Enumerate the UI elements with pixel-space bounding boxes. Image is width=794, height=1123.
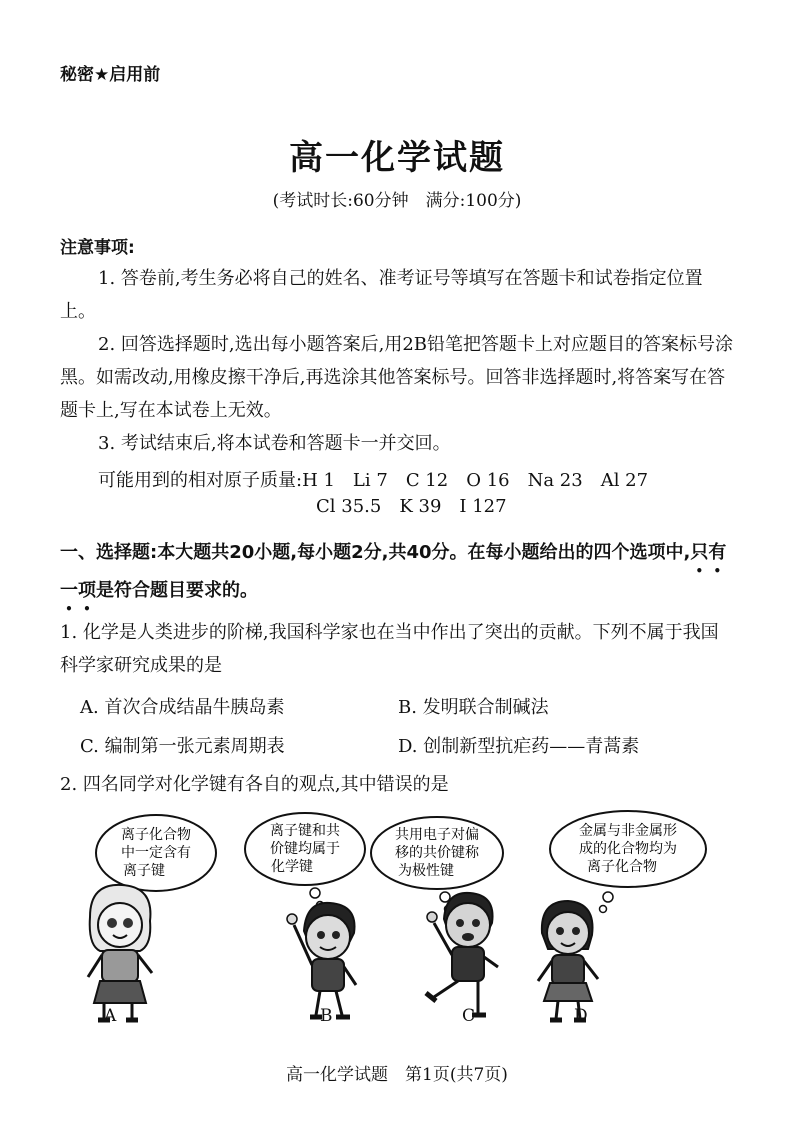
atomic-masses-line-1: 可能用到的相对原子质量:H 1 Li 7 C 12 O 16 Na 23 Al 27: [98, 470, 649, 491]
notice-item-1: 1. 答卷前,考生务必将自己的姓名、准考证号等填写在答题卡和试卷指定位置上。: [60, 268, 703, 322]
bubble-b-line-1: 离子键和共: [270, 823, 340, 839]
bubble-b-line-3: 化学键: [271, 859, 313, 875]
atomic-masses-line-2: Cl 35.5 K 39 I 127: [316, 496, 507, 517]
question-1-option-c: C. 编制第一张元素周期表: [80, 736, 285, 757]
emphasis-char: 有: [708, 542, 727, 563]
question-1-option-a: A. 首次合成结晶牛胰岛素: [80, 697, 285, 718]
figure-label-d: D: [574, 1006, 588, 1026]
section-one-text: 一、选择题:本大题共20小题,每小题2分,共40分。在每小题给出的四个选项中,: [60, 542, 691, 563]
bubble-a-line-2: 中一定含有: [121, 845, 191, 861]
section-one-instructions: [60, 534, 740, 610]
bubble-c-line-3: 为极性键: [398, 863, 454, 879]
figure-label-c: C: [462, 1006, 476, 1026]
notice-item-2: 2. 回答选择题时,选出每小题答案后,用2B铅笔把答题卡上对应题目的答案标号涂黑。如需改动,用橡皮擦干净后,再选涂其他答案标号。回答非选择题时,将答案写在答题卡上,写在本试卷上无效。: [60, 334, 734, 421]
students-illustration: [60, 805, 740, 1040]
figure-label-b: B: [320, 1006, 333, 1026]
notice-item-3: 3. 考试结束后,将本试卷和答题卡一并交回。: [98, 433, 451, 454]
bubble-c-line-2: 移的共价键称: [395, 845, 479, 861]
thought-bubble-d: [550, 811, 706, 913]
bubble-a-line-1: 离子化合物: [121, 827, 191, 843]
confidential-label: 秘密★启用前: [60, 65, 161, 85]
emphasis-char: 一: [60, 580, 78, 601]
student-d-figure: [538, 901, 598, 1020]
notice-heading: 注意事项:: [60, 238, 135, 258]
exam-subtitle: (考试时长:60分钟 满分:100分): [272, 191, 522, 211]
emphasis-char: 只: [690, 542, 709, 563]
question-1-option-d: D. 创制新型抗疟药——青蒿素: [398, 736, 640, 757]
bubble-d-line-1: 金属与非金属形: [579, 823, 677, 839]
student-a-figure: [88, 885, 152, 1020]
student-c-figure: [426, 893, 498, 1015]
section-one-text-end: 是符合题目要求的。: [96, 580, 258, 601]
bubble-c-line-1: 共用电子对偏: [395, 827, 479, 843]
bubble-d-line-2: 成的化合物均为: [579, 841, 677, 857]
question-1-stem: 1. 化学是人类进步的阶梯,我国科学家也在当中作出了突出的贡献。下列不属于我国科学家研究成果的是: [60, 622, 719, 676]
bubble-d-line-3: 离子化合物: [587, 859, 657, 875]
thought-bubble-b: [245, 813, 365, 909]
question-2-stem: 2. 四名同学对化学键有各自的观点,其中错误的是: [60, 774, 449, 795]
student-b-figure: [287, 903, 356, 1017]
bubble-b-line-2: 价键均属于: [270, 841, 340, 857]
question-1-option-b: B. 发明联合制碱法: [398, 697, 549, 718]
figure-label-a: A: [104, 1006, 117, 1026]
page-footer: 高一化学试题 第1页(共7页): [286, 1065, 508, 1085]
emphasis-char: 项: [78, 580, 96, 601]
bubble-a-line-3: 离子键: [123, 863, 165, 879]
page-title: 高一化学试题: [289, 138, 505, 178]
